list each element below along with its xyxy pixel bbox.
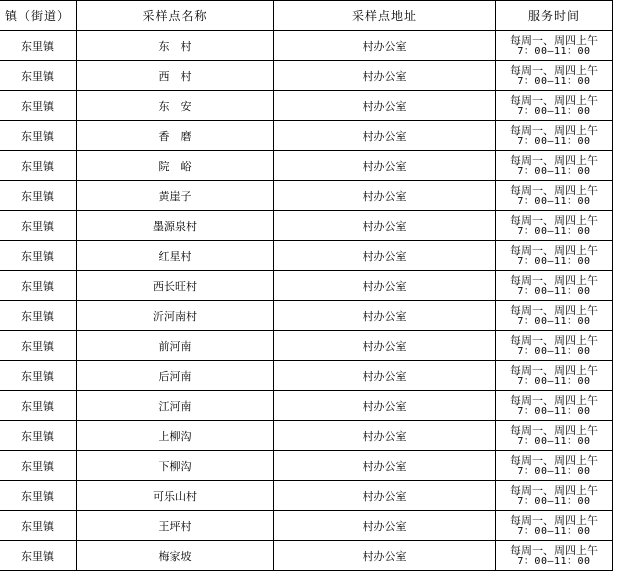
table-row — [0, 481, 613, 511]
table-row — [0, 31, 613, 61]
cell-town[interactable]: 东里镇 — [0, 91, 77, 121]
table-header-row — [0, 1, 613, 31]
service-hours-text: 7：00—11：00 — [517, 345, 591, 357]
table-row — [0, 241, 613, 271]
cell-site-name[interactable]: 墨源泉村 — [77, 211, 274, 241]
table-row — [0, 391, 613, 421]
service-hours-text: 7：00—11：00 — [517, 435, 591, 447]
cell-town[interactable]: 东里镇 — [0, 211, 77, 241]
cell-town[interactable]: 东里镇 — [0, 241, 77, 271]
cell-site-name[interactable]: 香 磨 — [77, 121, 274, 151]
cell-service-time[interactable] — [496, 121, 613, 151]
cell-service-time[interactable] — [496, 361, 613, 391]
service-days-text: 每周一、周四上午 — [510, 303, 598, 317]
table-body — [0, 31, 613, 571]
service-hours-text: 7：00—11：00 — [517, 555, 591, 567]
cell-site-address[interactable]: 村办公室 — [274, 91, 496, 121]
service-days-text: 每周一、周四上午 — [510, 513, 598, 527]
cell-site-name[interactable]: 东 安 — [77, 91, 274, 121]
cell-town[interactable]: 东里镇 — [0, 151, 77, 181]
table-row — [0, 211, 613, 241]
cell-site-address[interactable]: 村办公室 — [274, 301, 496, 331]
service-hours-text: 7：00—11：00 — [517, 495, 591, 507]
cell-town[interactable]: 东里镇 — [0, 421, 77, 451]
service-hours-text: 7：00—11：00 — [517, 465, 591, 477]
cell-service-time[interactable] — [496, 241, 613, 271]
cell-site-name[interactable]: 江河南 — [77, 391, 274, 421]
service-days-text: 每周一、周四上午 — [510, 273, 598, 287]
service-days-text: 每周一、周四上午 — [510, 423, 598, 437]
cell-site-name[interactable]: 梅家坡 — [77, 541, 274, 571]
service-hours-text: 7：00—11：00 — [517, 195, 591, 207]
service-days-text: 每周一、周四上午 — [510, 123, 598, 137]
cell-site-name[interactable]: 红星村 — [77, 241, 274, 271]
cell-site-address[interactable]: 村办公室 — [274, 61, 496, 91]
header-site-address[interactable]: 采样点地址 — [274, 1, 496, 31]
cell-town[interactable]: 东里镇 — [0, 481, 77, 511]
service-days-text: 每周一、周四上午 — [510, 243, 598, 257]
service-hours-text: 7：00—11：00 — [517, 75, 591, 87]
header-site-name[interactable]: 采样点名称 — [77, 1, 274, 31]
cell-service-time[interactable] — [496, 211, 613, 241]
cell-site-address[interactable]: 村办公室 — [274, 541, 496, 571]
table-row — [0, 511, 613, 541]
cell-town[interactable]: 东里镇 — [0, 61, 77, 91]
cell-town[interactable]: 东里镇 — [0, 31, 77, 61]
cell-service-time[interactable] — [496, 61, 613, 91]
service-hours-text: 7：00—11：00 — [517, 225, 591, 237]
cell-site-name[interactable]: 西长旺村 — [77, 271, 274, 301]
service-days-text: 每周一、周四上午 — [510, 393, 598, 407]
service-hours-text: 7：00—11：00 — [517, 45, 591, 57]
cell-town[interactable]: 东里镇 — [0, 511, 77, 541]
cell-site-address[interactable]: 村办公室 — [274, 451, 496, 481]
service-hours-text: 7：00—11：00 — [517, 285, 591, 297]
cell-site-address[interactable]: 村办公室 — [274, 391, 496, 421]
service-days-text: 每周一、周四上午 — [510, 213, 598, 227]
cell-service-time[interactable] — [496, 271, 613, 301]
cell-town[interactable]: 东里镇 — [0, 391, 77, 421]
cell-service-time[interactable] — [496, 31, 613, 61]
service-days-text: 每周一、周四上午 — [510, 453, 598, 467]
table-row — [0, 421, 613, 451]
service-hours-text: 7：00—11：00 — [517, 165, 591, 177]
cell-town[interactable]: 东里镇 — [0, 301, 77, 331]
service-hours-text: 7：00—11：00 — [517, 135, 591, 147]
cell-site-address[interactable]: 村办公室 — [274, 481, 496, 511]
cell-service-time[interactable] — [496, 151, 613, 181]
service-days-text: 每周一、周四上午 — [510, 543, 598, 557]
header-town[interactable]: 镇（街道） — [0, 1, 77, 31]
cell-service-time[interactable] — [496, 391, 613, 421]
table-row — [0, 181, 613, 211]
cell-site-address[interactable]: 村办公室 — [274, 181, 496, 211]
cell-service-time[interactable] — [496, 541, 613, 571]
cell-town[interactable]: 东里镇 — [0, 271, 77, 301]
service-days-text: 每周一、周四上午 — [510, 63, 598, 77]
cell-town[interactable]: 东里镇 — [0, 451, 77, 481]
cell-town[interactable]: 东里镇 — [0, 121, 77, 151]
cell-site-name[interactable]: 下柳沟 — [77, 451, 274, 481]
service-hours-text: 7：00—11：00 — [517, 105, 591, 117]
cell-service-time[interactable] — [496, 421, 613, 451]
service-days-text: 每周一、周四上午 — [510, 333, 598, 347]
cell-site-address[interactable]: 村办公室 — [274, 241, 496, 271]
cell-site-name[interactable]: 黄崖子 — [77, 181, 274, 211]
cell-site-address[interactable]: 村办公室 — [274, 511, 496, 541]
cell-town[interactable]: 东里镇 — [0, 541, 77, 571]
header-service-time[interactable]: 服务时间 — [496, 1, 613, 31]
table-row — [0, 541, 613, 571]
table-row — [0, 451, 613, 481]
cell-site-address[interactable]: 村办公室 — [274, 331, 496, 361]
service-hours-text: 7：00—11：00 — [517, 525, 591, 537]
cell-service-time[interactable] — [496, 181, 613, 211]
service-hours-text: 7：00—11：00 — [517, 315, 591, 327]
cell-town[interactable]: 东里镇 — [0, 361, 77, 391]
cell-site-name[interactable]: 王坪村 — [77, 511, 274, 541]
cell-site-name[interactable]: 前河南 — [77, 331, 274, 361]
cell-site-name[interactable]: 上柳沟 — [77, 421, 274, 451]
service-days-text: 每周一、周四上午 — [510, 483, 598, 497]
cell-site-name[interactable]: 沂河南村 — [77, 301, 274, 331]
table-row — [0, 121, 613, 151]
service-days-text: 每周一、周四上午 — [510, 33, 598, 47]
cell-site-address[interactable]: 村办公室 — [274, 271, 496, 301]
cell-town[interactable]: 东里镇 — [0, 331, 77, 361]
service-days-text: 每周一、周四上午 — [510, 183, 598, 197]
table-row — [0, 331, 613, 361]
cell-service-time[interactable] — [496, 301, 613, 331]
cell-service-time[interactable] — [496, 511, 613, 541]
table-row — [0, 61, 613, 91]
table-row — [0, 91, 613, 121]
cell-service-time[interactable] — [496, 481, 613, 511]
cell-town[interactable]: 东里镇 — [0, 181, 77, 211]
cell-site-address[interactable]: 村办公室 — [274, 361, 496, 391]
service-days-text: 每周一、周四上午 — [510, 363, 598, 377]
table-row — [0, 151, 613, 181]
cell-site-address[interactable]: 村办公室 — [274, 121, 496, 151]
service-days-text: 每周一、周四上午 — [510, 153, 598, 167]
cell-site-address[interactable]: 村办公室 — [274, 151, 496, 181]
cell-site-address[interactable]: 村办公室 — [274, 31, 496, 61]
cell-service-time[interactable] — [496, 91, 613, 121]
cell-site-name[interactable]: 可乐山村 — [77, 481, 274, 511]
cell-service-time[interactable] — [496, 331, 613, 361]
cell-site-address[interactable]: 村办公室 — [274, 421, 496, 451]
cell-site-name[interactable]: 后河南 — [77, 361, 274, 391]
cell-service-time[interactable] — [496, 451, 613, 481]
table-row — [0, 271, 613, 301]
cell-site-name[interactable]: 院 峪 — [77, 151, 274, 181]
cell-site-name[interactable]: 西 村 — [77, 61, 274, 91]
service-hours-text: 7：00—11：00 — [517, 405, 591, 417]
service-hours-text: 7：00—11：00 — [517, 255, 591, 267]
cell-site-name[interactable]: 东 村 — [77, 31, 274, 61]
table-row — [0, 301, 613, 331]
table-row — [0, 361, 613, 391]
cell-site-address[interactable]: 村办公室 — [274, 211, 496, 241]
service-days-text: 每周一、周四上午 — [510, 93, 598, 107]
service-hours-text: 7：00—11：00 — [517, 375, 591, 387]
